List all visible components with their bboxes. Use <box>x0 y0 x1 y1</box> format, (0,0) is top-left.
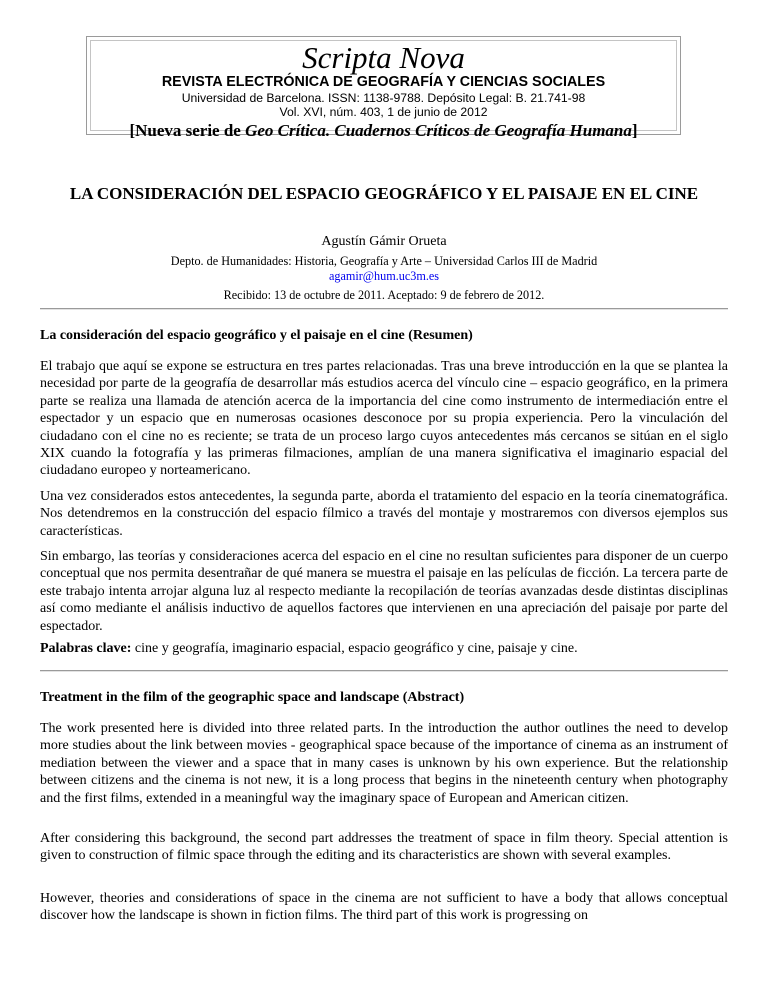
resumen-paragraph: Sin embargo, las teorías y consideraciones acerca del espacio en el cine no resultan suficientes para disponer de un cuerpo conceptual que nos permita desentrañar de qué manera se muestra el paisaje en las películas de ficción. La tercera parte de este trabajo intenta arrojar alguna luz al respecto mediante la recopilación de teorías avanzadas desde distintas disciplinas así como mediante el análisis inductivo de aquellos factores que intervienen en una apreciación del paisaje por parte del espectador. <box>40 549 728 634</box>
series-italic: Geo Crítica. Cuadernos Críticos de Geografía Humana <box>245 121 632 140</box>
abstract-heading: Treatment in the film of the geographic space and landscape (Abstract) <box>40 690 465 705</box>
journal-title: Scripta Nova <box>302 40 465 75</box>
resumen-heading: La consideración del espacio geográfico y el paisaje en el cine (Resumen) <box>40 328 473 343</box>
resumen-paragraph: Una vez considerados estos antecedentes, la segunda parte, aborda el tratamiento del espacio en la teoría cinematográfica. Nos detendremos en la construcción del espacio fílmico a través del montaje y mostraremos con diversos ejemplos sus características. <box>40 489 728 539</box>
resumen-paragraph: El trabajo que aquí se expone se estructura en tres partes relacionadas. Tras una breve introducción en la que se plantea la necesidad por parte de la geografía de desarrollar más estudios acerca del vínculo cine – espacio geográfico, en la primera parte se realiza una llamada de atención acerca de la importancia del cine como instrumento de intermediación entre el espectador y un espacio que en numerosas ocasiones desconoce por su propia experiencia. Pero la vinculación del ciudadano con el cine no es reciente; se trata de un proceso largo cuyos antecedentes más cercanos se sitúan en el siglo XIX cuando la fotografía y las primeras filmaciones, amplían de una manera significativa el imaginario espacial del ciudadano europeo y norteamericano. <box>40 359 728 479</box>
keywords-label: Palabras clave: <box>40 641 132 656</box>
journal-masthead <box>86 36 681 140</box>
divider <box>40 670 728 672</box>
abstract-paragraph: The work presented here is divided into three related parts. In the introduction the author outlines the need to develop more studies about the link between movies - geographical space because of the importance of cinema as an instrument of mediation between the viewer and a space that in many cases is unknown by his own experience. But the relationship between citizens and the cinema is not new, it is a long process that begins in the nineteenth century when photography and the first films, extended in a meaningful way the imaginary space of European and American citizen. <box>40 721 728 806</box>
publisher-line: Universidad de Barcelona. ISSN: 1138-9788. Depósito Legal: B. 21.741-98 <box>181 91 586 105</box>
issue-line: Vol. XVI, núm. 403, 1 de junio de 2012 <box>279 105 488 119</box>
masthead-inner-frame <box>90 40 677 140</box>
journal-subtitle: REVISTA ELECTRÓNICA DE GEOGRAFÍA Y CIENCIAS SOCIALES <box>161 74 606 90</box>
article-title: LA CONSIDERACIÓN DEL ESPACIO GEOGRÁFICO Y EL PAISAJE EN EL CINE <box>69 184 699 203</box>
abstract-paragraph: However, theories and considerations of space in the cinema are not sufficient to have a body that allows conceptual discover how the landscape is shown in fiction films. The third part of this work is progressing on <box>40 891 728 924</box>
abstract-paragraph: After considering this background, the second part addresses the treatment of space in film theory. Special attention is given to construction of filmic space through the editing and its characteristics are shown with several examples. <box>40 831 728 864</box>
keywords-list: cine y geografía, imaginario espacial, espacio geográfico y cine, paisaje y cine. <box>131 641 578 656</box>
divider <box>40 308 728 310</box>
series-prefix: [Nueva serie de <box>129 121 246 140</box>
keywords <box>40 640 728 657</box>
author-email-link[interactable]: agamir@hum.uc3m.es <box>328 269 440 283</box>
author-name: Agustín Gámir Orueta <box>321 234 447 249</box>
author-affiliation: Depto. de Humanidades: Historia, Geografía y Arte – Universidad Carlos III de Madrid <box>170 254 598 268</box>
series-line <box>91 120 676 141</box>
series-suffix: ] <box>631 121 638 140</box>
received-accepted-dates: Recibido: 13 de octubre de 2011. Aceptado: 9 de febrero de 2012. <box>223 288 545 302</box>
